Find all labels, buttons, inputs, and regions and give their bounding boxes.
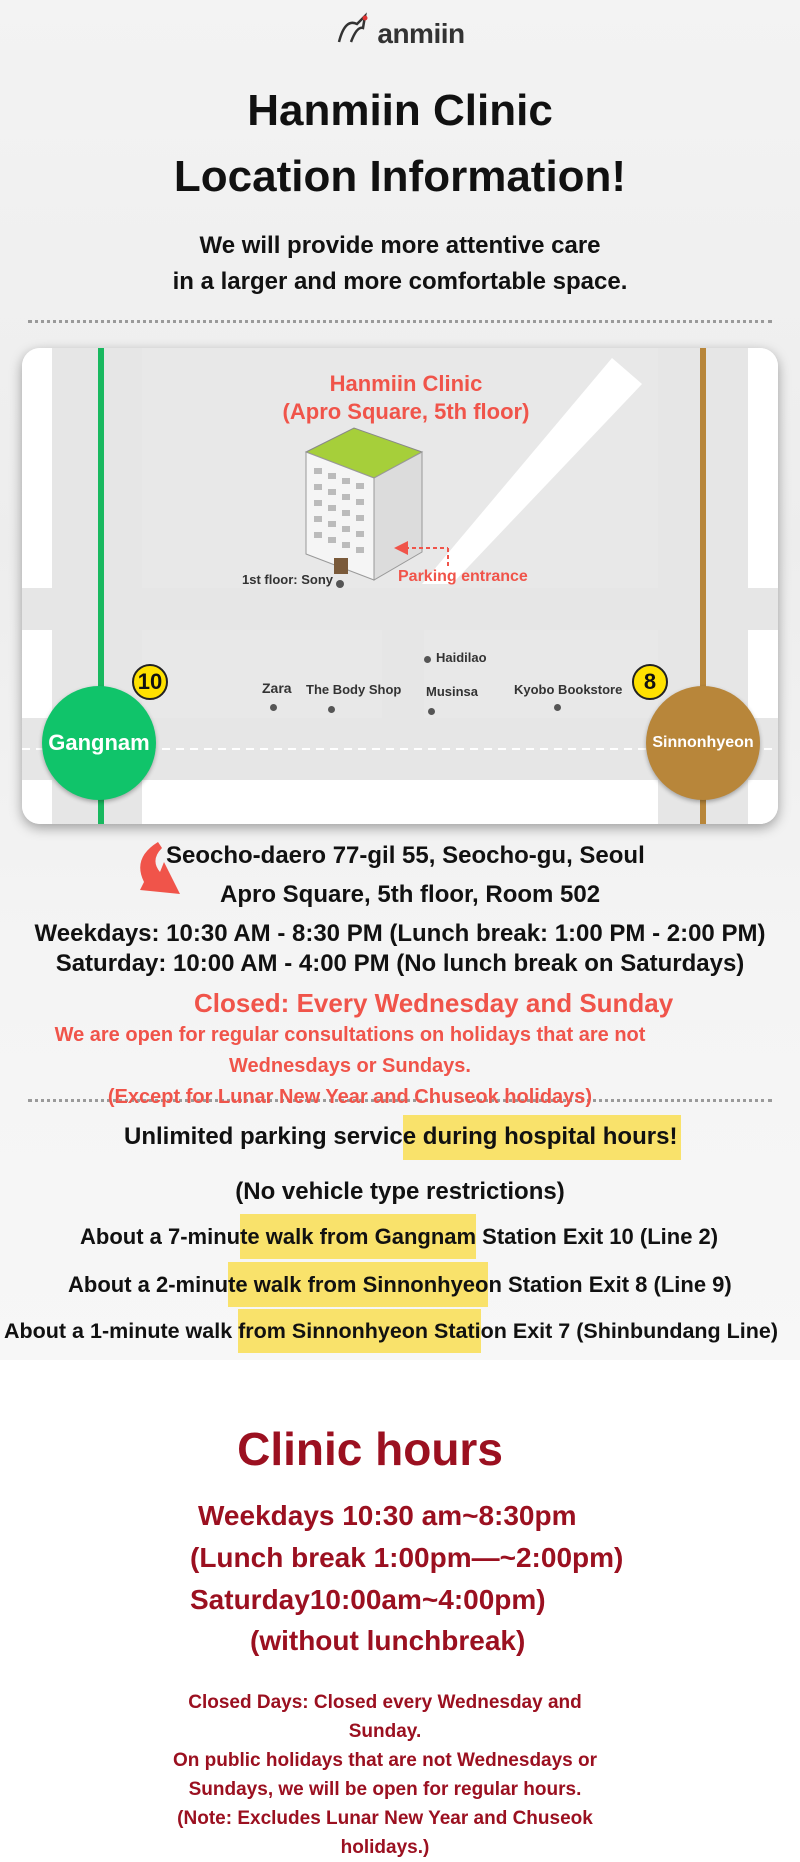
walk-line9-b: te walk from Sinnonhyeo bbox=[228, 1262, 488, 1307]
clinic-hours-no-lunch: (without lunchbreak) bbox=[250, 1625, 526, 1656]
page-title-line2: Location Information! bbox=[173, 152, 627, 201]
walk-gangnam bbox=[80, 1214, 718, 1260]
parking-info bbox=[124, 1112, 681, 1162]
walk-gangnam-b: te walk from Gangnam bbox=[240, 1214, 476, 1259]
parking-restriction: (No vehicle type restrictions) bbox=[235, 1178, 565, 1205]
holiday-note-line2: Wednesdays or Sundays. bbox=[229, 1055, 471, 1077]
station-gangnam bbox=[42, 686, 156, 800]
clinic-hours-saturday: Saturday10:00am~4:00pm) bbox=[190, 1584, 546, 1615]
dotted-divider bbox=[28, 320, 772, 323]
subtitle-line2: in a larger and more comfortable space. bbox=[172, 268, 628, 295]
walk-line9-c: n Station Exit 8 (Line 9) bbox=[488, 1272, 732, 1297]
saturday-hours: Saturday: 10:00 AM - 4:00 PM (No lunch break on Saturdays) bbox=[55, 950, 745, 977]
station-sinnonhyeon-label: Sinnonhyeon bbox=[652, 734, 754, 751]
walk-sinnonhyeon-shinbundang bbox=[4, 1308, 778, 1354]
location-map bbox=[22, 348, 778, 824]
landmark-haidilao: Haidilao bbox=[436, 650, 487, 665]
closed-note-line: (Note: Excludes Lunar New Year and Chuseok bbox=[177, 1808, 593, 1829]
landmark-musinsa: Musinsa bbox=[426, 684, 479, 699]
subtitle-line1: We will provide more attentive care bbox=[199, 232, 601, 259]
clinic-hours-weekdays: Weekdays 10:30 am~8:30pm bbox=[198, 1500, 577, 1531]
page-title-line1: Hanmiin Clinic bbox=[247, 86, 553, 135]
walk-gangnam-a: About a 7-minu bbox=[80, 1224, 241, 1249]
logo bbox=[0, 12, 800, 53]
walk-shinbundang-c: on Exit 7 (Shinbundang Line) bbox=[480, 1319, 779, 1343]
logo-text: anmiin bbox=[377, 18, 465, 49]
parking-text: Unlimited parking servic bbox=[124, 1123, 403, 1150]
holiday-note-line1: We are open for regular consultations on holidays that are not bbox=[54, 1024, 646, 1046]
address-line2: Apro Square, 5th floor, Room 502 bbox=[220, 881, 601, 908]
clinic-map-label-line2: (Apro Square, 5th floor) bbox=[282, 399, 530, 424]
walk-shinbundang-b: from Sinnonhyeon Stati bbox=[238, 1309, 480, 1353]
landmark-kyobo: Kyobo Bookstore bbox=[514, 682, 623, 697]
closed-note-line: On public holidays that are not Wednesdays or bbox=[172, 1750, 598, 1771]
exit-10-badge: 10 bbox=[132, 664, 168, 700]
clinic-map-label-line1: Hanmiin Clinic bbox=[329, 371, 483, 396]
clinic-map-label bbox=[262, 370, 550, 426]
closed-note-line: holidays.) bbox=[340, 1837, 430, 1858]
landmark-zara: Zara bbox=[262, 680, 292, 696]
building-icon bbox=[306, 428, 422, 580]
station-sinnonhyeon bbox=[646, 686, 760, 800]
closed-note-line: Closed Days: Closed every Wednesday and bbox=[188, 1692, 582, 1713]
walk-gangnam-c: Station Exit 10 (Line 2) bbox=[476, 1224, 719, 1249]
walk-shinbundang-a: About a 1-minute walk bbox=[4, 1319, 239, 1343]
parking-entrance-label: Parking entrance bbox=[398, 568, 528, 585]
closed-note-line: Sundays, we will be open for regular hours. bbox=[188, 1779, 582, 1800]
closed-note-line: Sunday. bbox=[348, 1721, 422, 1742]
walk-sinnonhyeon-line9 bbox=[68, 1262, 732, 1308]
station-gangnam-label: Gangnam bbox=[48, 730, 150, 755]
weekday-hours: Weekdays: 10:30 AM - 8:30 PM (Lunch break: 1:00 PM - 2:00 PM) bbox=[34, 920, 766, 947]
kyobo-marker bbox=[554, 704, 561, 711]
first-floor-label: 1st floor: Sony bbox=[242, 572, 334, 587]
parking-highlight: e during hospital hours! bbox=[403, 1115, 682, 1160]
body-shop-marker bbox=[328, 706, 335, 713]
walk-line9-a: About a 2-minu bbox=[68, 1272, 229, 1297]
musinsa-marker bbox=[428, 708, 435, 715]
holiday-note-line3: (Except for Lunar New Year and Chuseok holidays) bbox=[107, 1086, 593, 1108]
sony-marker bbox=[336, 580, 344, 588]
closed-days: Closed: Every Wednesday and Sunday bbox=[194, 988, 674, 1018]
zara-marker bbox=[270, 704, 277, 711]
address-line1: Seocho-daero 77-gil 55, Seocho-gu, Seoul bbox=[166, 842, 645, 869]
clinic-closed-notes bbox=[140, 1688, 630, 1862]
clinic-hours-lunch: (Lunch break 1:00pm—~2:00pm) bbox=[190, 1542, 624, 1573]
logo-mark-icon bbox=[335, 12, 375, 48]
landmark-body-shop: The Body Shop bbox=[306, 682, 402, 697]
haidilao-marker bbox=[424, 656, 431, 663]
clinic-hours-title: Clinic hours bbox=[237, 1423, 503, 1475]
exit-8-badge: 8 bbox=[632, 664, 668, 700]
